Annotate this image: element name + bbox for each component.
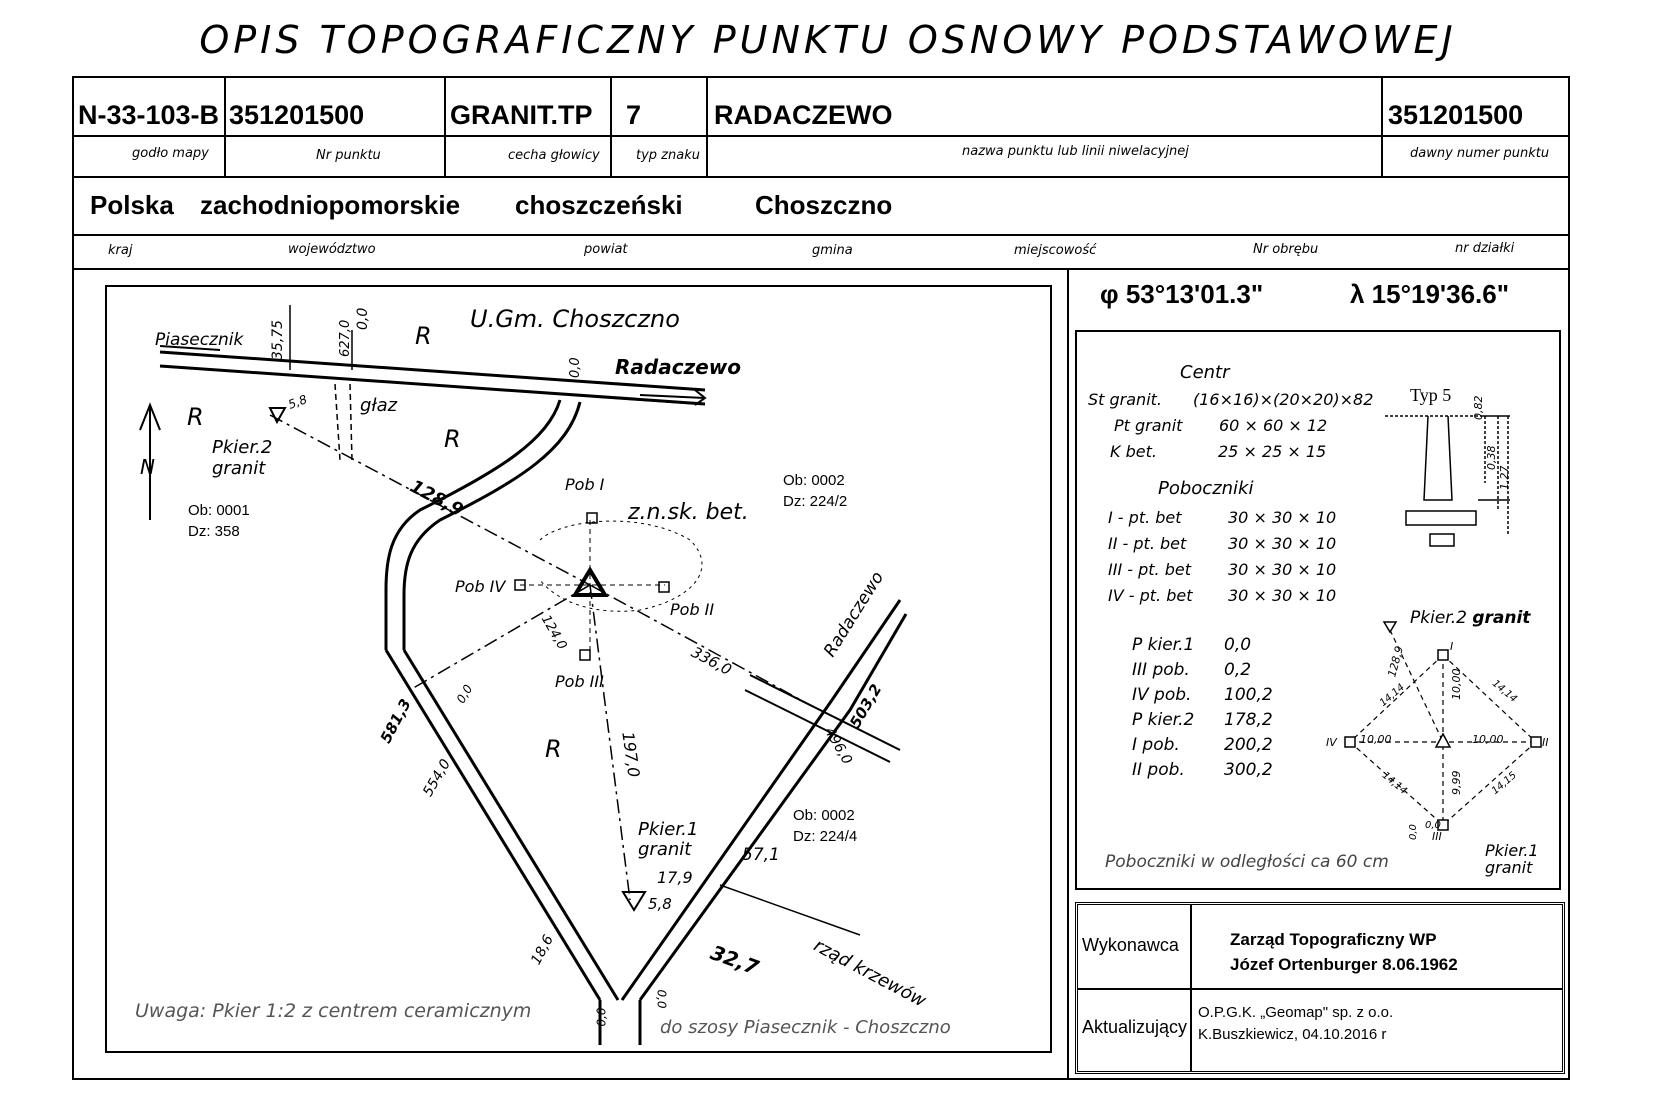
diag-roman-1: I xyxy=(1450,640,1454,653)
num-00a: 0,0 xyxy=(355,307,371,330)
pob2-label: Pob II xyxy=(670,600,715,619)
north-label: N xyxy=(140,455,155,479)
pob3-label: Pob III xyxy=(555,672,604,691)
nr-dzialki-label: nr działki xyxy=(1455,241,1515,256)
typ-value: 7 xyxy=(626,100,642,130)
gmina-label: gmina xyxy=(812,243,853,258)
num-3575: 35,75 xyxy=(270,319,286,360)
num-571: 57,1 xyxy=(742,845,780,865)
nr-punktu-label: Nr punktu xyxy=(316,148,381,163)
diag-num-8: 14,15 xyxy=(1489,770,1519,797)
diag-num-2: 10,00 xyxy=(1472,733,1504,746)
cecha-label: cecha głowicy xyxy=(508,148,600,163)
diag-num-9: 128,9 xyxy=(1385,644,1407,679)
num-00c: 0,0 xyxy=(453,682,476,706)
nr-punktu-value: 351201500 xyxy=(229,100,365,130)
godlo-value: N-33-103-B xyxy=(78,100,220,130)
nr-obrebu-label: Nr obrębu xyxy=(1253,242,1319,257)
diag-num-5: 14,14 xyxy=(1377,682,1407,709)
miejscowosc-label: miejscowość xyxy=(1014,243,1097,258)
lambda-coordinate: λ 15°19'36.6" xyxy=(1350,279,1510,309)
num-5032: 503,2 xyxy=(846,680,886,732)
pob4-label: Pob IV xyxy=(455,577,506,596)
pob1-label: Pob I xyxy=(565,475,605,494)
nazwa-label: nazwa punktu lub linii niwelacyjnej xyxy=(962,144,1189,159)
pkier2-label xyxy=(212,437,272,479)
num-4960: 496,0 xyxy=(821,724,855,768)
poboczniki-footer: Poboczniki w odległości ca 60 cm xyxy=(1105,852,1389,872)
num-58: 5,8 xyxy=(648,895,672,913)
field-r-2: R xyxy=(187,403,204,431)
num-0: 0,0 xyxy=(654,989,669,1009)
num-327: 32,7 xyxy=(707,940,762,980)
diag-roman-2: II xyxy=(1542,736,1549,749)
phi-coordinate: φ 53°13'01.3" xyxy=(1100,279,1264,309)
num-1240: 124,0 xyxy=(537,612,570,653)
diag-roman-4: IV xyxy=(1326,736,1337,749)
num-1970: 197,0 xyxy=(618,730,644,779)
dim-127: 1,27 xyxy=(1498,465,1511,490)
diag-num-11: 0,0 xyxy=(1408,824,1419,840)
nazwa-value: RADACZEWO xyxy=(714,100,893,130)
num-186: 18,6 xyxy=(528,932,557,968)
powiat-label: powiat xyxy=(584,242,628,257)
aktualizujacy-label: Aktualizujący xyxy=(1082,1017,1188,1037)
kraj-value: Polska xyxy=(90,190,174,220)
poboczniki-heading: Poboczniki xyxy=(1158,478,1254,499)
znak-sketch-label: z.n.sk. bet. xyxy=(628,500,749,525)
dim-038: 0,38 xyxy=(1485,445,1498,470)
dawny-numer-value: 351201500 xyxy=(1388,100,1524,130)
kraj-label: kraj xyxy=(108,243,133,258)
num-5540: 554,0 xyxy=(420,756,454,800)
cecha-value: GRANIT.TP xyxy=(450,100,593,130)
num-58b: 5,8 xyxy=(286,392,309,412)
pkier1-label xyxy=(638,820,698,860)
gmina-area-label: U.Gm. Choszczno xyxy=(470,305,680,333)
dawny-numer-label: dawny numer punktu xyxy=(1410,146,1550,161)
piasecznik-label: Piasecznik xyxy=(155,330,244,350)
pkier1-material: granit xyxy=(638,839,692,860)
wykonawca-label: Wykonawca xyxy=(1082,935,1179,955)
typ-label-right: Typ 5 xyxy=(1410,385,1452,405)
aktualizujacy-value: O.P.G.K. „Geomap" sp. z o.o. K.Buszkiewicz, 04.10.2016 r xyxy=(1198,1004,1394,1043)
dim-082: 0,82 xyxy=(1472,395,1485,420)
diag-pkier1: Pkier.1 granit xyxy=(1485,841,1539,877)
num-00d: 0,0 xyxy=(594,1007,609,1027)
godlo-label: godło mapy xyxy=(132,146,209,161)
diag-num-6: 14,14 xyxy=(1489,678,1519,705)
num-6270: 627,0 xyxy=(338,319,353,357)
page-title: OPIS TOPOGRAFICZNY PUNKTU OSNOWY PODSTAWOWEJ xyxy=(199,18,1457,62)
radaczewo-top-label: Radaczewo xyxy=(615,355,741,379)
num-1289: 128,9 xyxy=(406,475,467,522)
wojewodztwo-label: województwo xyxy=(288,242,376,257)
pkier2-material: granit xyxy=(212,458,266,479)
pkier2-name: Pkier.2 xyxy=(212,437,273,458)
kierunki-list: P kier.1 0,0 III pob. 0,2 IV pob. 100,2 P kier.2 178,2 I pob. 200,2 II pob. 300,2 xyxy=(1132,635,1273,780)
typ-label: typ znaku xyxy=(636,148,700,163)
field-r-4: R xyxy=(545,735,562,763)
field-r-3: R xyxy=(444,425,461,453)
diag-num-4: 9,99 xyxy=(1450,770,1463,795)
poboczniki-list: I - pt. bet 30 × 30 × 10 II - pt. bet 30 × 30 × 10 III - pt. bet 30 × 30 × 10 IV - pt. bet 30 × 30 × 10 xyxy=(1108,508,1337,605)
parcel-ob1: Ob: 0001 Dz: 358 xyxy=(188,502,250,540)
num-179: 17,9 xyxy=(657,868,693,887)
diag-num-3: 10,00 xyxy=(1450,668,1463,700)
num-00b: 0,0 xyxy=(568,357,583,378)
wykonawca-value: Zarząd Topograficzny WP Józef Ortenburger 8.06.1962 xyxy=(1230,930,1458,974)
pobocznik-diagram xyxy=(1310,610,1550,850)
hedge-label: rząd krzewów xyxy=(810,935,930,1012)
diag-pkier2: Pkier.2 granit xyxy=(1410,608,1531,628)
uwaga-note: Uwaga: Pkier 1:2 z centrem ceramicznym xyxy=(135,1000,532,1022)
centr-lines: St granit. (16×16)×(20×20)×82 Pt granit 60 × 60 × 12 K bet. 25 × 25 × 15 xyxy=(1088,390,1374,461)
field-r-1: R xyxy=(415,322,432,350)
centr-heading: Centr xyxy=(1180,362,1230,383)
diag-num-1: 10,00 xyxy=(1360,733,1392,746)
parcel-ob2b: Ob: 0002 Dz: 224/4 xyxy=(793,807,858,845)
diag-num-10: 0,0 xyxy=(1425,820,1441,831)
glaz-label: głaz xyxy=(360,395,398,416)
parcel-ob2a: Ob: 0002 Dz: 224/2 xyxy=(783,472,848,510)
num-3360: 336,0 xyxy=(688,642,735,680)
diag-num-7: 14,14 xyxy=(1379,770,1409,797)
do-szosy-note: do szosy Piasecznik - Choszczno xyxy=(660,1017,951,1038)
wojewodztwo-value: zachodniopomorskie xyxy=(200,190,461,220)
num-5813: 581,3 xyxy=(376,695,415,747)
pkier1-name: Pkier.1 xyxy=(638,819,699,840)
powiat-value: choszczeński xyxy=(515,190,683,220)
gmina-value: Choszczno xyxy=(755,190,893,220)
diag-roman-3: III xyxy=(1432,830,1442,843)
radaczewo-side-label: Radaczewo xyxy=(820,568,889,661)
